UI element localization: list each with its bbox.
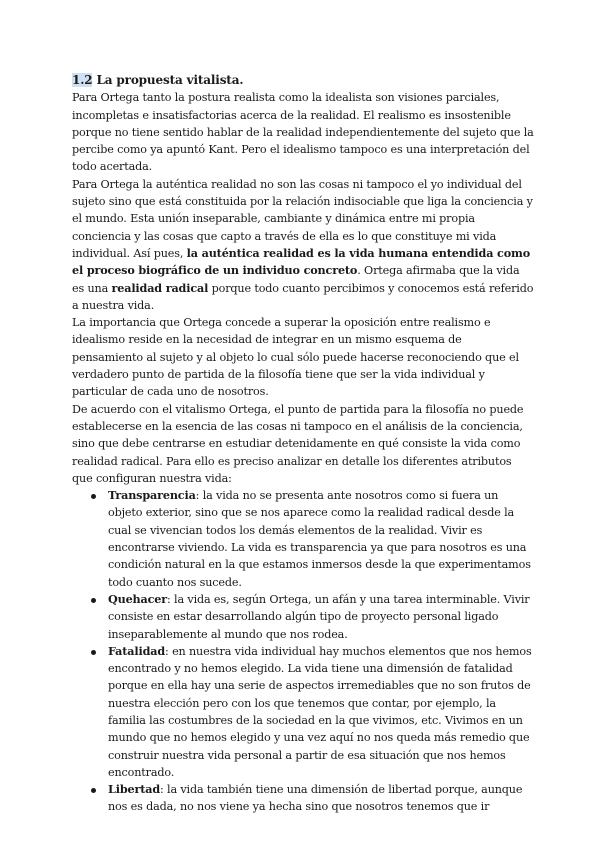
paragraph-1: Para Ortega tanto la postura realista como la idealista son visiones parciales, incompletas e insatisfactorias acerca de la realidad. El realismo es insostenible porque no tiene sentido hablar de la realidad independientemente del sujeto que la percibe como ya apuntó Kant. Pero el idealismo tampoco es una interpretación del todo acertada. [72, 91, 534, 174]
section-title: La propuesta vitalista. [92, 73, 244, 87]
attribute-term: Transparencia [108, 488, 196, 503]
paragraph-2-start: Para Ortega la auténtica realidad no son las cosas ni tampoco el yo individual del sujeto sino que está constituida por la relación indisociable que liga la conciencia y el mundo. Esta unión inseparable, cambiante y dinámica entre mi propia conciencia y las cosas que capto a través de ella es lo que constituye mi vida individual. Así pues, [72, 177, 533, 260]
bullet-icon [91, 650, 96, 655]
attribute-term: Fatalidad [108, 643, 166, 658]
list-item [108, 643, 534, 781]
attribute-list [72, 487, 534, 816]
list-item [108, 487, 534, 591]
attribute-text: : la vida no se presenta ante nosotros como si fuera un objeto exterior, sino que se nos aparece como la realidad radical desde la cual se vivencian todos los demás elementos de la realidad. Vivir es encontrarse viviendo. La vida es transparencia ya que para nosotros es una condición natural en la que estamos inmersos desde la que experimentamos todo cuanto nos sucede. [108, 489, 531, 589]
bullet-icon [91, 788, 96, 793]
attribute-text: : la vida también tiene una dimensión de libertad porque, aunque nos es dada, no nos viene ya hecha sino que nosotros tenemos que ir [108, 783, 523, 814]
paragraph-2-emphasis-2: realidad radical [111, 280, 209, 295]
section-heading [72, 72, 534, 89]
attribute-term: Libertad [108, 782, 160, 797]
paragraph-2 [72, 176, 534, 314]
list-item [108, 591, 534, 643]
paragraph-4: De acuerdo con el vitalismo Ortega, el punto de partida para la filosofía no puede establecerse en la esencia de las cosas ni tampoco en el análisis de la conciencia, sino que debe centrarse en estudiar detenidamente en qué consiste la vida como realidad radical. Para ello es preciso analizar en detalle los diferentes atributos que configuran nuestra vida: [72, 402, 524, 485]
paragraph-2-end: porque todo cuanto percibimos y conocemos está referido a nuestra vida. [72, 281, 534, 312]
attribute-text: : en nuestra vida individual hay muchos elementos que nos hemos encontrado y no hemos elegido. La vida tiene una dimensión de fatalidad porque en ella hay una serie de aspectos irremediables que no son frutos de nuestra elección pero con los que tenemos que contar, por ejemplo, la familia las costumbres de la sociedad en la que vivimos, etc. Vivimos en un mundo que no hemos elegido y una vez aquí no nos queda más remedio que construir nuestra vida personal a partir de esa situación que nos hemos encontrado. [108, 644, 532, 779]
attribute-term: Quehacer [108, 591, 168, 606]
section-number: 1.2 [72, 73, 93, 87]
paragraph-2-mid: . Ortega afirmaba que la vida es una [72, 264, 520, 295]
paragraph-3: La importancia que Ortega concede a superar la oposición entre realismo e idealismo reside en la necesidad de integrar en un mismo esquema de pensamiento al sujeto y al objeto lo cual sólo puede hacerse reconociendo que el verdadero punto de partida de la filosofía tiene que ser la vida individual y particular de cada uno de nosotros. [72, 316, 519, 399]
paragraph-2-emphasis-1: la auténtica realidad es la vida humana entendida como el proceso biográfico de un individuo concreto [72, 245, 531, 278]
attribute-text: : la vida es, según Ortega, un afán y una tarea interminable. Vivir consiste en estar desarrollando algún tipo de proyecto personal ligado inseparablemente al mundo que nos rodea. [108, 592, 530, 641]
list-item [108, 781, 534, 816]
bullet-icon [91, 494, 96, 499]
bullet-icon [91, 598, 96, 603]
